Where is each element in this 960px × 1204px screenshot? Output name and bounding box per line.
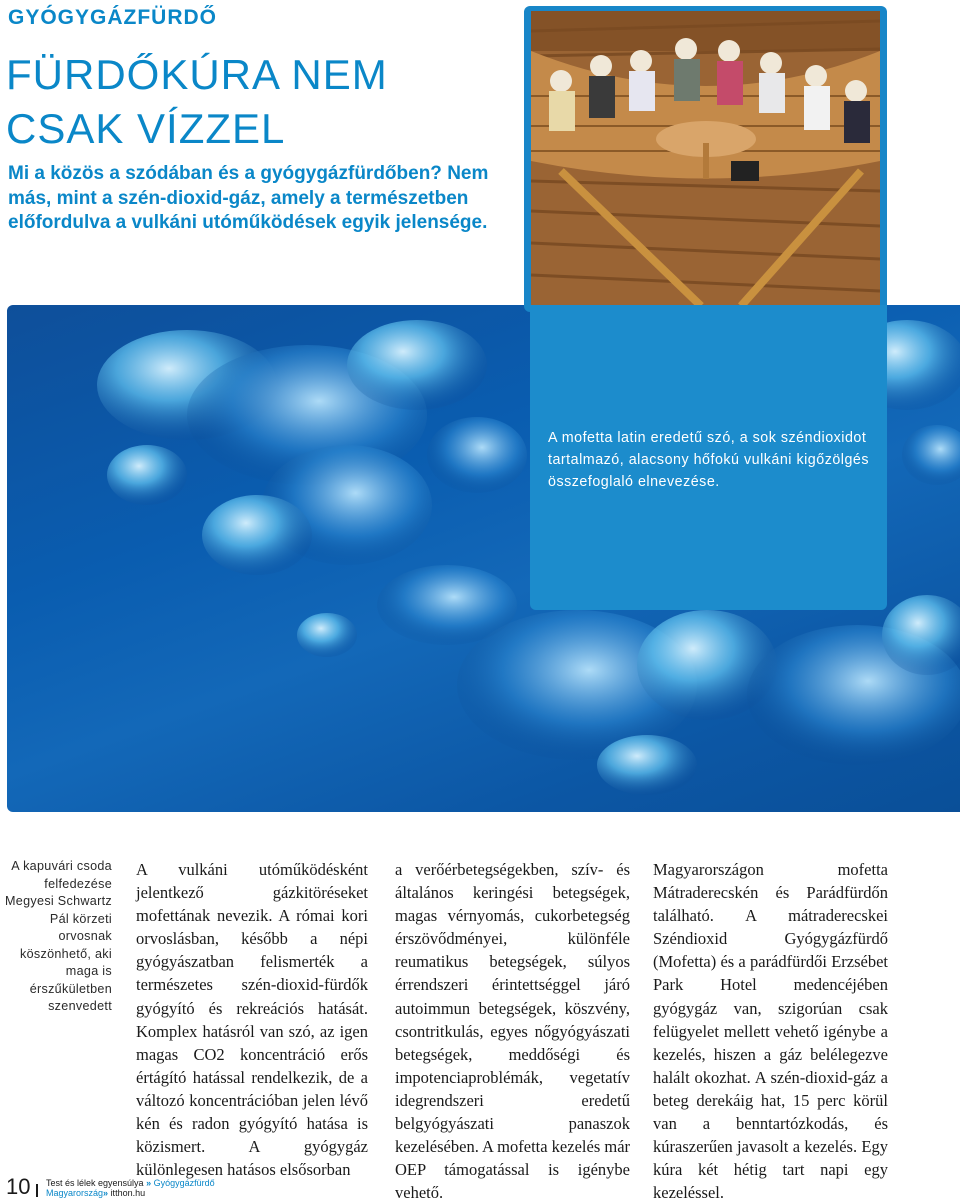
bubble-cluster-left [97, 320, 527, 657]
footer-breadcrumb-2 [46, 1188, 145, 1198]
body-column-2: a verőérbetegségekben, szív- és általános keringési betegségek, magas vérnyomás, cukorbetegség érszövődményei, különféle reumatikus betegségek, súlyos érrendszeri érintettséggel járó autoimmun betegségek, köszvény, csontritkulás, egyes nőgyógyászati betegségek, meddőségi és impotenciaproblémák, vegetatív idegrendszeri eredetű belgyógyászati panaszok kezelésében. A mofetta kezelés már OEP támogatással is igénybe vehető. [395, 860, 631, 1203]
section-label: GYÓGYGÁZFÜRDŐ [8, 6, 218, 29]
breadcrumb-arrow-icon: » [146, 1178, 152, 1188]
inset-photo [531, 11, 880, 306]
wooden-mofetta-graphic [531, 11, 880, 306]
footer-text: Test és lélek egyensúlya [46, 1178, 144, 1188]
footer-country: Magyarország [46, 1188, 104, 1198]
title-line-1: FÜRDŐKÚRA NEM [6, 51, 388, 98]
image-caption: A mofetta latin eredetű szó, a sok széndioxidot tartalmazó, alacsony hőfokú vulkáni kigőzölgés összefoglaló elnevezése. [548, 430, 870, 490]
body-column-1: A vulkáni utóműködésként jelentkező gázkitöréseket mofettának nevezik. A római kori orvoslásban, később a népi gyógyászatban felismerték a természetes szén-dioxid-fürdők gyógyító és rekreációs hatását. Komplex hatásról van szó, az igen magas CO2 koncentráció erős értágító hatással rendelkezik, de a változó koncentrációban jelen lévő kén és radon gyógyító hatása is közismert. A gyógygáz különlegesen hatásos elsősorban [136, 860, 368, 1180]
footer-section-link: Gyógygázfürdő [153, 1178, 215, 1188]
footer-divider [36, 1184, 38, 1197]
page-number: 10 [6, 1174, 31, 1199]
lead-paragraph: Mi a közös a szódában és a gyógygázfürdőben? Nem más, mint a szén-dioxid-gáz, amely a természetben előfordulva a vulkáni utóműködések egyik jelensége. [8, 163, 489, 233]
breadcrumb-arrow-icon: » [103, 1188, 109, 1198]
body-column-3: Magyarországon mofetta Mátraderecskén és Parádfürdőn található. A mátraderecskei Széndioxid Gyógygázfürdő (Mofetta) és a parádfürdői Erzsébet Park Hotel medencéjében gyógygáz van, szigorúan csak felügyelet mellett vehető igénybe a kezelés, hiszen a gáz belélegezve halált okozhat. A szén-dioxid-gáz a beteg derekáig hat, 15 perc körül van a benntartózkodás, és kúraszerűen javasolt a kezelés. Egy kúra két hétig tart napi egy kezeléssel. [653, 860, 888, 1203]
caption-box [530, 305, 887, 610]
footer-breadcrumb-1 [46, 1178, 215, 1188]
title-line-2: CSAK VÍZZEL [6, 105, 286, 152]
footer-site: itthon.hu [110, 1188, 146, 1198]
sidebar-quote: A kapuvári csoda felfedezése Megyesi Schwartz Pál körzeti orvosnak köszönhető, aki maga is érszűkületben szenvedett [5, 859, 112, 1013]
article-title [6, 48, 446, 156]
